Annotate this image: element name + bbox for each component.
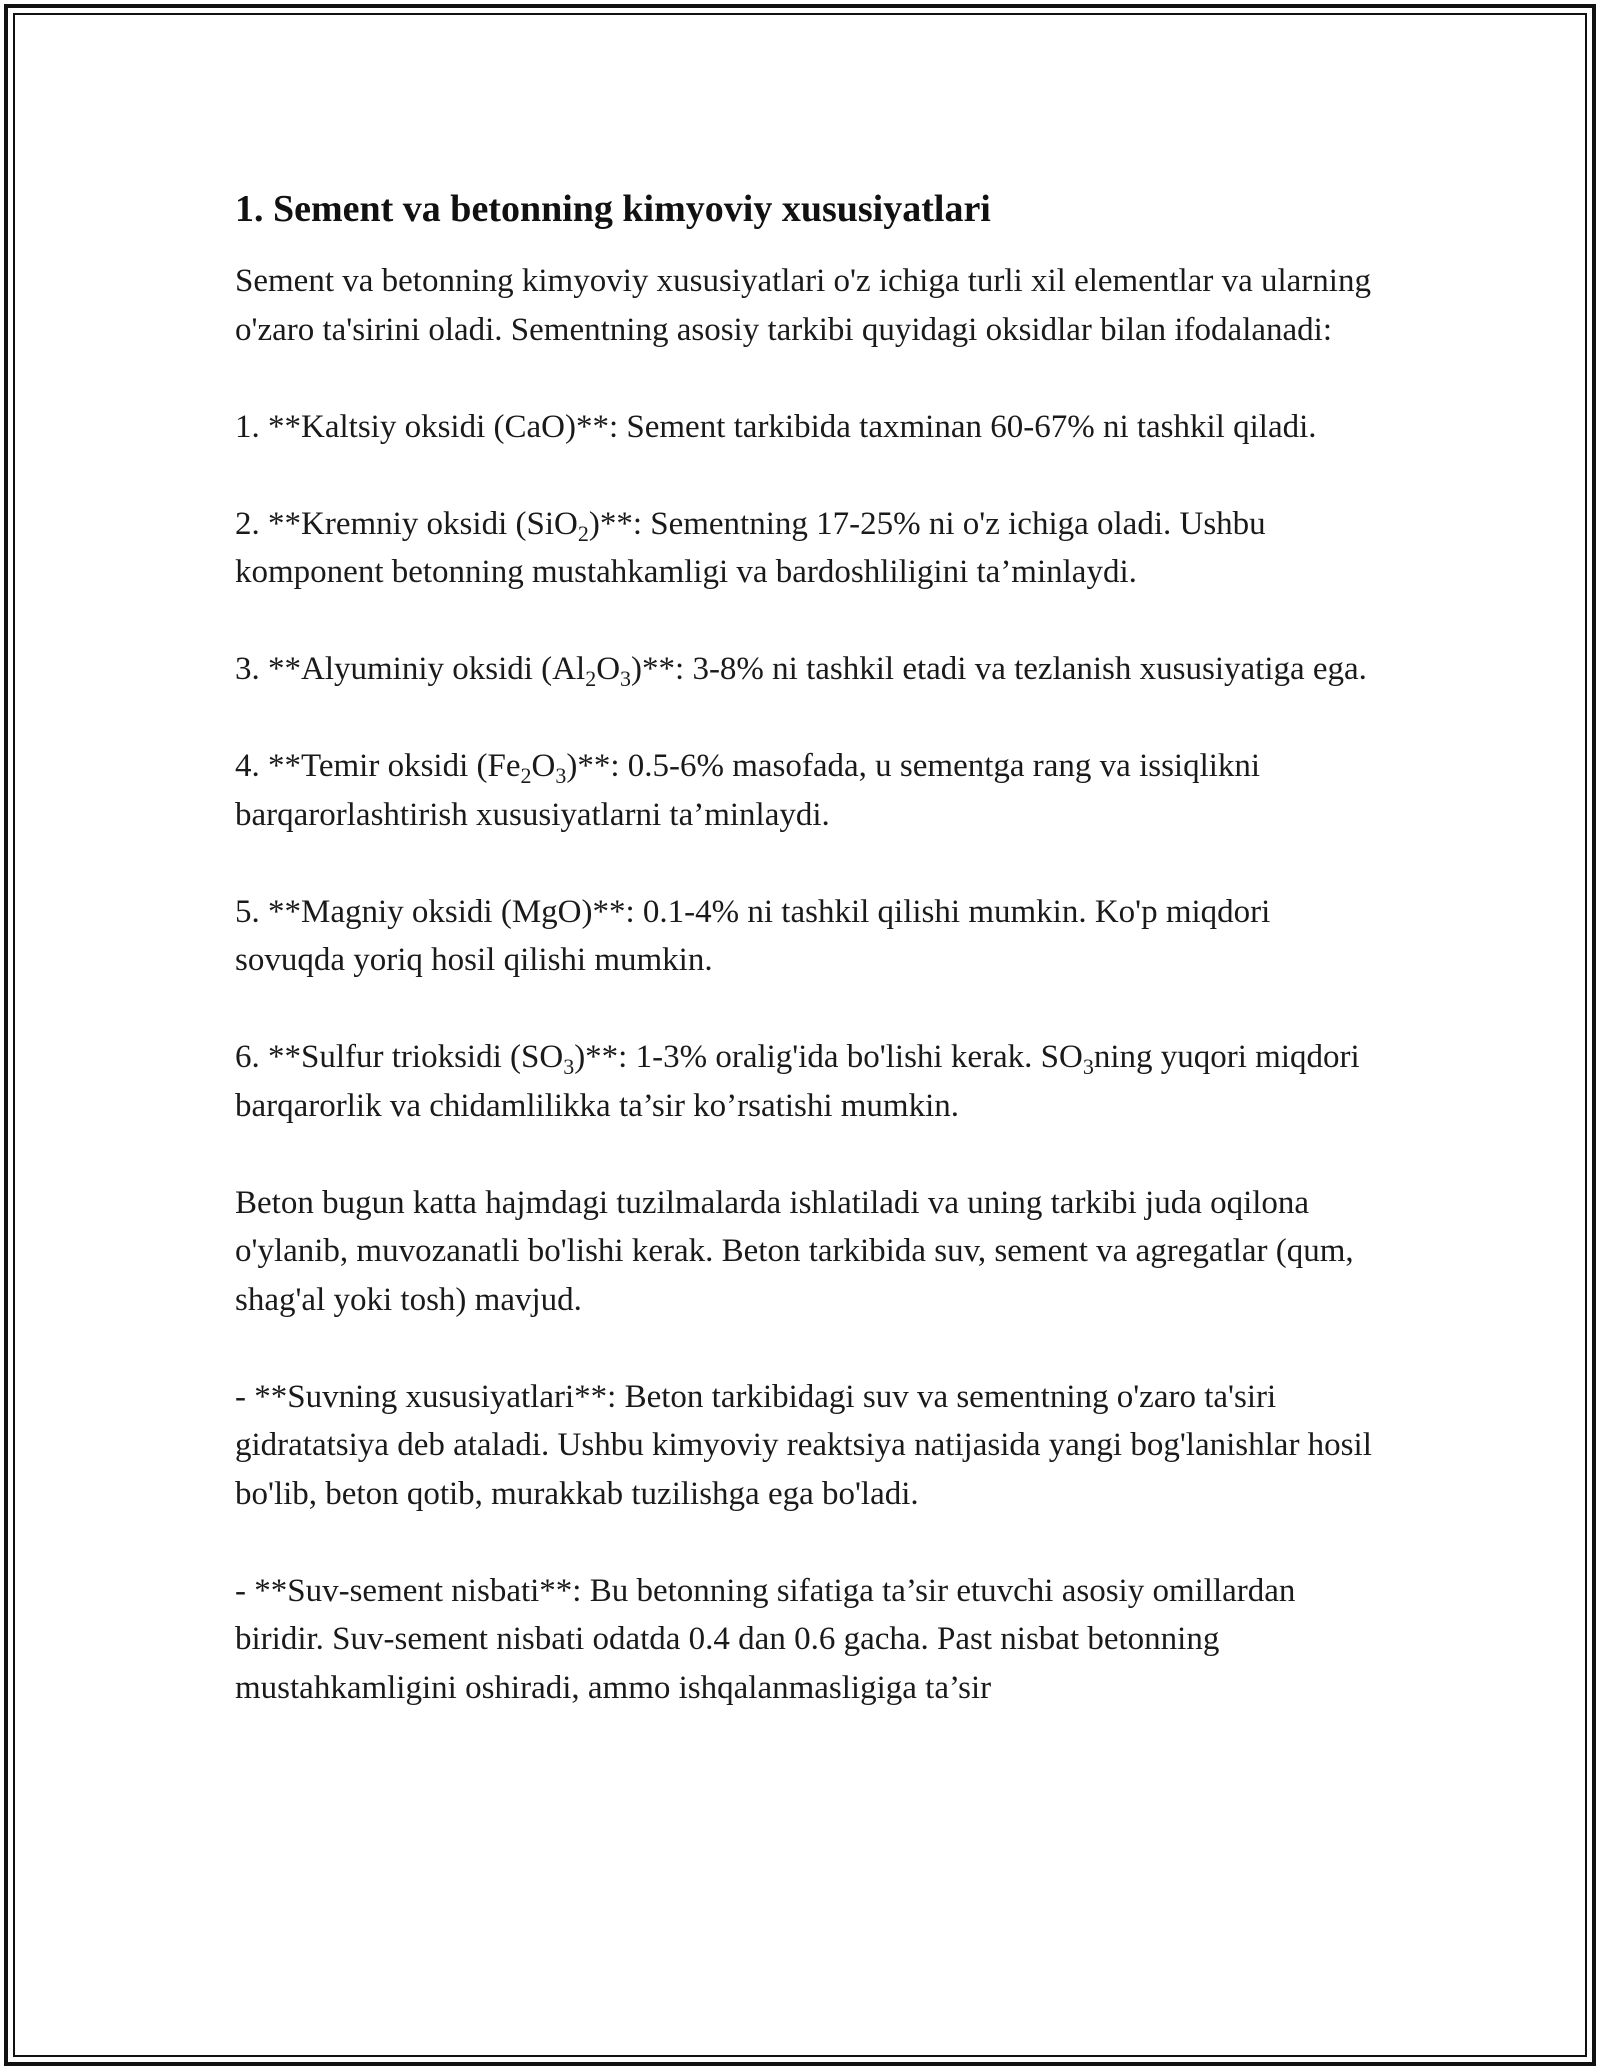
section-heading: 1. Sement va betonning kimyoviy xususiyatlari (235, 188, 991, 230)
water-properties-paragraph: - **Suvning xususiyatlari**: Beton tarkibidagi suv va sementning o'zaro ta'siri gidratatsiya deb ataladi. Ushbu kimyoviy reaktsiya natijasida yangi bog'lanishlar hosil bo'lib, beton qotib, murakkab tuzilishga ega bo'ladi. (235, 1378, 1372, 1512)
sio2-subscript: 2 (577, 520, 589, 546)
fe2o3-subscript-2: 3 (555, 763, 567, 788)
so3-subscript-2: 3 (1082, 1054, 1094, 1079)
beton-paragraph: Beton bugun katta hajmdagi tuzilmalarda ishlatiladi va uning tarkibi juda oqilona o'ylanib, muvozanatli bo'lishi kerak. Beton tarkibida suv, sement va agregatlar (qum, shag'al yoki tosh) mavjud. (235, 1184, 1354, 1318)
intro-paragraph: Sement va betonning kimyoviy xususiyatlari o'z ichiga turli xil elementlar va ularning o'zaro ta'sirini oladi. Sementning asosiy tarkibi quyidagi oksidlar bilan ifodalanadi: (235, 263, 1371, 348)
list-item-so3 (235, 1033, 1375, 1130)
fe2o3-subscript-1: 2 (520, 763, 532, 788)
so3-text-before: 6. **Sulfur trioksidi (SO (235, 1039, 564, 1075)
al2o3-text-before: 3. **Alyuminiy oksidi (Al (235, 651, 586, 687)
so3-text-mid: )**: 1-3% oralig'ida bo'lishi kerak. SO (574, 1039, 1083, 1075)
al2o3-text-after: )**: 3-8% ni tashkil etadi va tezlanish xususiyatiga ega. (631, 651, 1367, 687)
sio2-text-after: )**: Sementning 17-25% ni o'z ichiga oladi. Ushbu komponent betonning mustahkamligi va bardoshliligini ta’minlaydi. (235, 505, 1266, 590)
list-item-cao: 1. **Kaltsiy oksidi (CaO)**: Sement tarkibida taxminan 60-67% ni tashkil qiladi. (235, 408, 1317, 445)
fe2o3-text-before: 4. **Temir oksidi (Fe (235, 748, 521, 784)
sio2-text-before: 2. **Kremniy oksidi (SiO (235, 505, 578, 542)
fe2o3-text-after: )**: 0.5-6% masofada, u sementga rang va issiqlikni barqarorlashtirish xususiyatlarni ta’minlaydi. (235, 748, 1261, 833)
so3-text-after: ning yuqori miqdori barqarorlik va chidamlilikka ta’sir ko’rsatishi mumkin. (235, 1039, 1360, 1124)
water-cement-ratio-paragraph: - **Suv-sement nisbati**: Bu betonning sifatiga ta’sir etuvchi asosiy omillardan biridir. Suv-sement nisbati odatda 0.4 dan 0.6 gacha. Past nisbat betonning mustahkamligini oshiradi, ammo ishqalanmasligiga ta’sir (235, 1572, 1296, 1706)
list-item-mgo: 5. **Magniy oksidi (MgO)**: 0.1-4% ni tashkil qilishi mumkin. Ko'p miqdori sovuqda yoriq hosil qilishi mumkin. (235, 893, 1271, 978)
list-item-sio2 (235, 500, 1375, 597)
al2o3-subscript-1: 2 (585, 666, 597, 691)
list-item-fe2o3 (235, 742, 1375, 839)
al2o3-text-mid: O (596, 651, 621, 687)
fe2o3-text-mid: O (531, 748, 556, 784)
so3-subscript-1: 3 (563, 1054, 575, 1079)
document-body (235, 185, 1375, 1761)
al2o3-subscript-2: 3 (620, 666, 632, 691)
list-item-al2o3 (235, 645, 1375, 694)
